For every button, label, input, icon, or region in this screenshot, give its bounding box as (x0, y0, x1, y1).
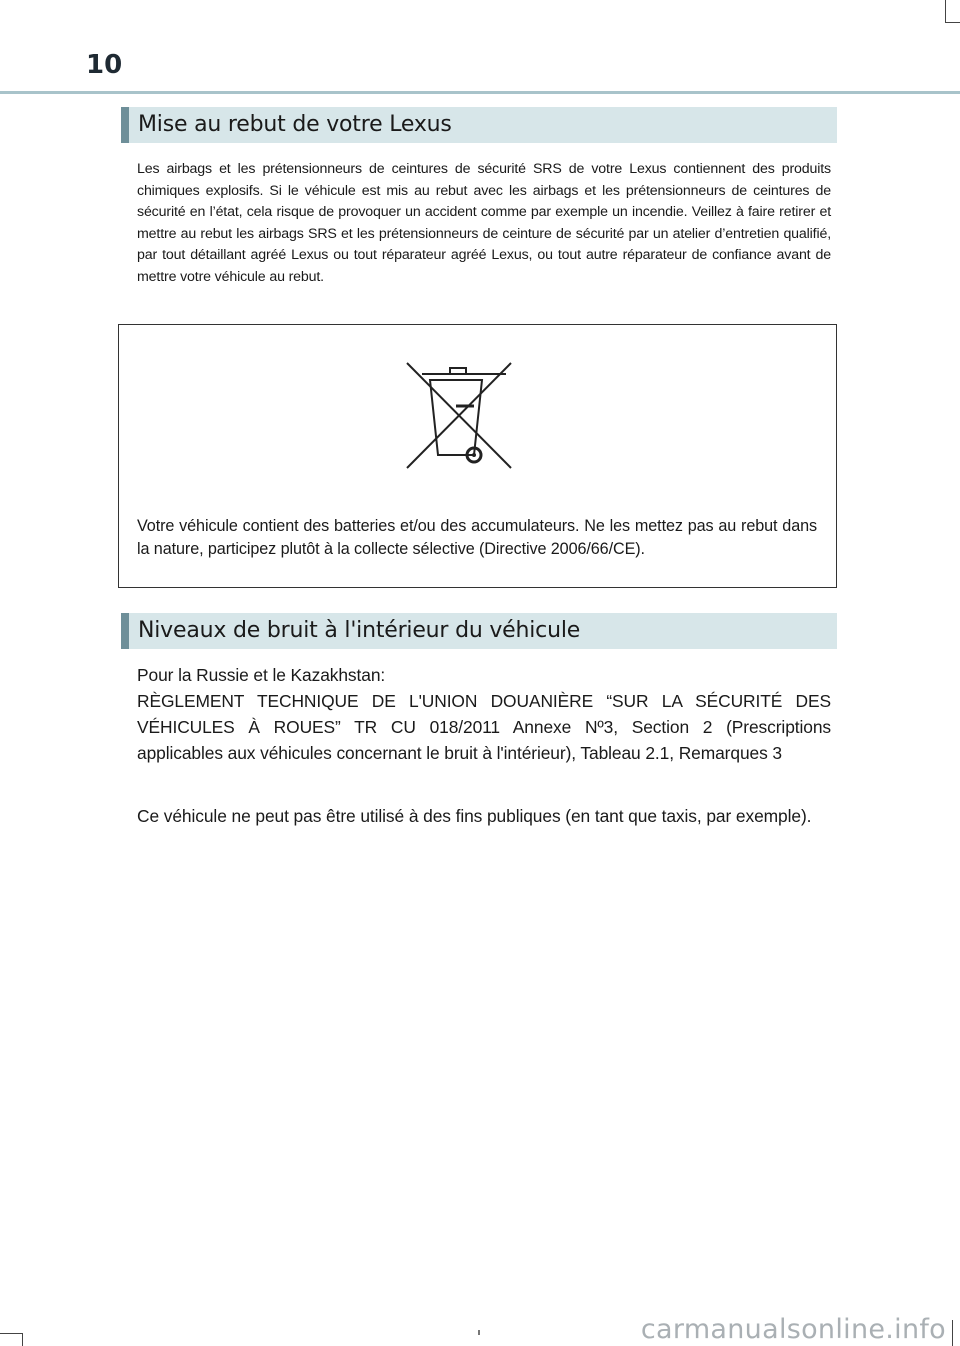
crop-mark (0, 1333, 22, 1334)
disposal-paragraph: Les airbags et les prétensionneurs de ceintures de sécurité SRS de votre Lexus contiennent des produits chimiques explosifs. Si le véhicule est mis au rebut avec les airbags et les prétensionneurs de ceintures de sécurité en l’état, cela risque de provoquer un accident comme par exemple un incendie. Veillez à faire retirer et mettre au rebut les airbags SRS et les prétensionneurs de ceinture de sécurité par un atelier d’entretien qualifié, par tout détaillant agréé Lexus ou tout réparateur agréé Lexus, ou tout autre réparateur de confiance avant de mettre votre véhicule au rebut. (137, 161, 831, 285)
page-number: 10 (86, 50, 123, 80)
crop-mark (952, 1320, 953, 1346)
section-heading-disposal: Mise au rebut de votre Lexus (121, 107, 837, 143)
noise-regulation-paragraph: Pour la Russie et le Kazakhstan: RÈGLEMENT TECHNIQUE DE L'UNION DOUANIÈRE “SUR LA SÉCURITÉ DES VÉHICULES À ROUES” TR CU 018/2011 Annexe Nº3, Section 2 (Prescriptions applicables aux véhicules concernant le bruit à l'intérieur), Tableau 2.1, Remarques 3 (137, 665, 831, 763)
noise-usage-paragraph: Ce véhicule ne peut pas être utilisé à des fins publiques (en tant que taxis, par exemple). (137, 806, 812, 826)
battery-notice-text: Votre véhicule contient des batteries et/ou des accumulateurs. Ne les mettez pas au rebut dans la nature, participez plutôt à la collecte sélective (Directive 2006/66/CE). (137, 517, 817, 558)
crossed-out-wheelie-bin-icon (404, 360, 516, 472)
header-rule (0, 91, 960, 94)
watermark: carmanualsonline.info (640, 1314, 946, 1345)
crop-mark (945, 22, 960, 23)
crop-mark (945, 0, 946, 22)
footer-mark (478, 1330, 480, 1335)
section-heading-noise: Niveaux de bruit à l'intérieur du véhicule (121, 613, 837, 649)
crop-mark (22, 1333, 23, 1346)
battery-notice-box (118, 324, 837, 588)
